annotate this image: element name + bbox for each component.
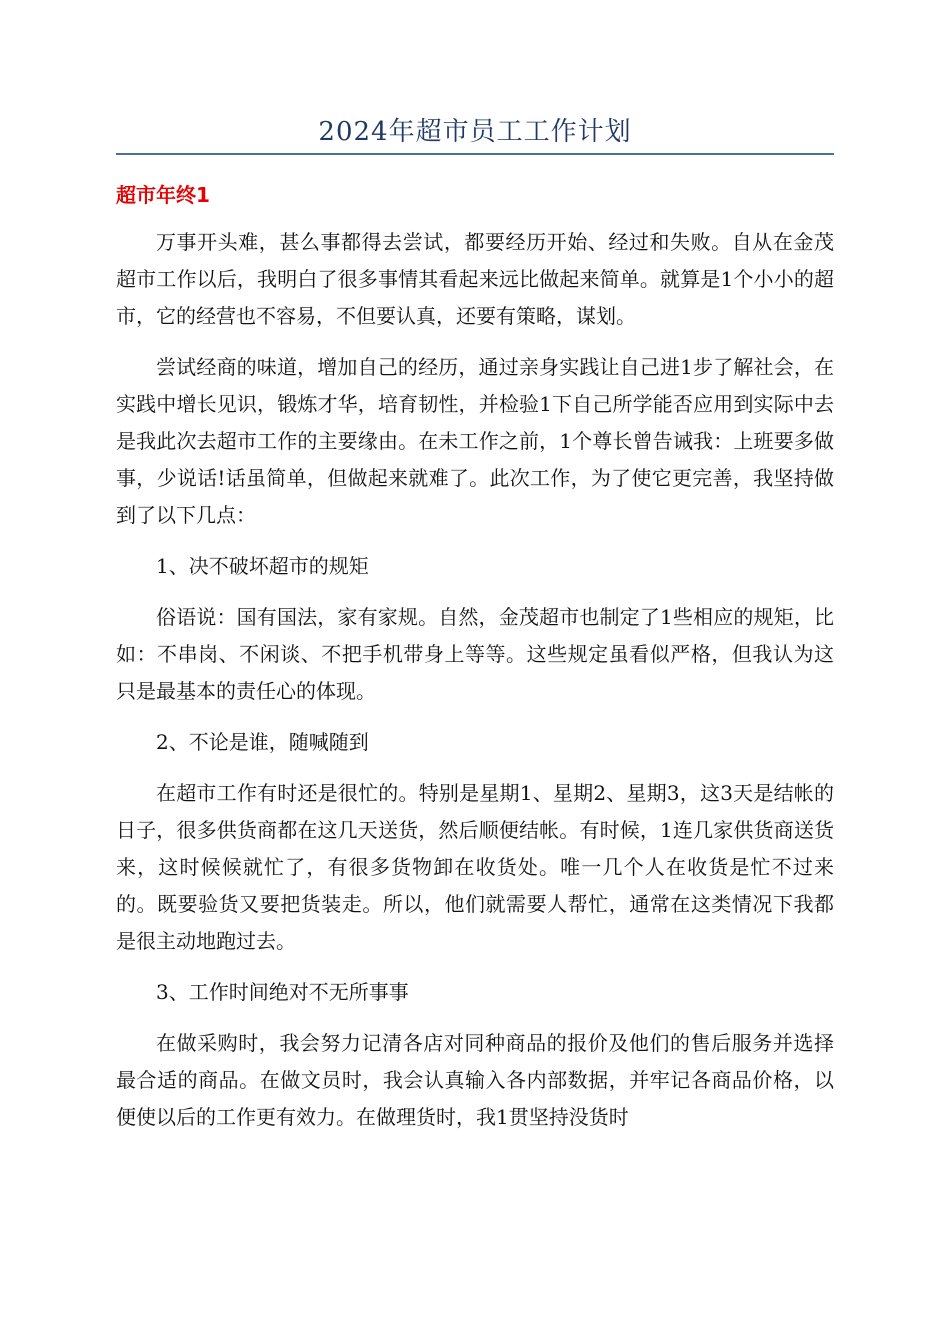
point-heading-2: 2、不论是谁，随喊随到: [156, 730, 369, 754]
section-heading: 超市年终1: [116, 183, 210, 207]
paragraph-point-1: 俗语说：国有国法，家有家规。自然，金茂超市也制定了1些相应的规矩，比如：不串岗、不闲谈、不把手机带身上等等。这些规定虽看似严格，但我认为这只是最基本的责任心的体现。: [116, 605, 834, 703]
document-body: [116, 224, 834, 1150]
point-heading-3: 3、工作时间绝对不无所事事: [156, 980, 409, 1004]
title-divider: [116, 153, 834, 155]
paragraph-point-3: 在做采购时，我会努力记清各店对同种商品的报价及他们的售后服务并选择最合适的商品。在做文员时，我会认真输入各内部数据，并牢记各商品价格，以便使以后的工作更有效力。在做理货时，我1贯坚持没货时: [116, 1031, 834, 1129]
paragraph-motivation: 尝试经商的味道，增加自己的经历，通过亲身实践让自己进1步了解社会，在实践中增长见识，锻炼才华，培育韧性，并检验1下自己所学能否应用到实际中去是我此次去超市工作的主要缘由。在未工作之前，1个尊长曾告诫我：上班要多做事，少说话!话虽简单，但做起来就难了。此次工作，为了使它更完善，我坚持做到了以下几点：: [116, 355, 834, 527]
document-title: 2024年超市员工工作计划: [318, 117, 632, 147]
paragraph-intro: 万事开头难，甚么事都得去尝试，都要经历开始、经过和失败。自从在金茂超市工作以后，我明白了很多事情其看起来远比做起来简单。就算是1个小小的超市，它的经营也不容易，不但要认真，还要有策略，谋划。: [116, 230, 834, 328]
paragraph-point-2: 在超市工作有时还是很忙的。特别是星期1、星期2、星期3，这3天是结帐的日子，很多供货商都在这几天送货，然后顺便结帐。有时候，1连几家供货商送货来，这时候候就忙了，有很多货物卸在收货处。唯一几个人在收货是忙不过来的。既要验货又要把货装走。所以，他们就需要人帮忙，通常在这类情况下我都是很主动地跑过去。: [116, 781, 834, 953]
point-heading-1: 1、决不破坏超市的规矩: [156, 554, 369, 578]
